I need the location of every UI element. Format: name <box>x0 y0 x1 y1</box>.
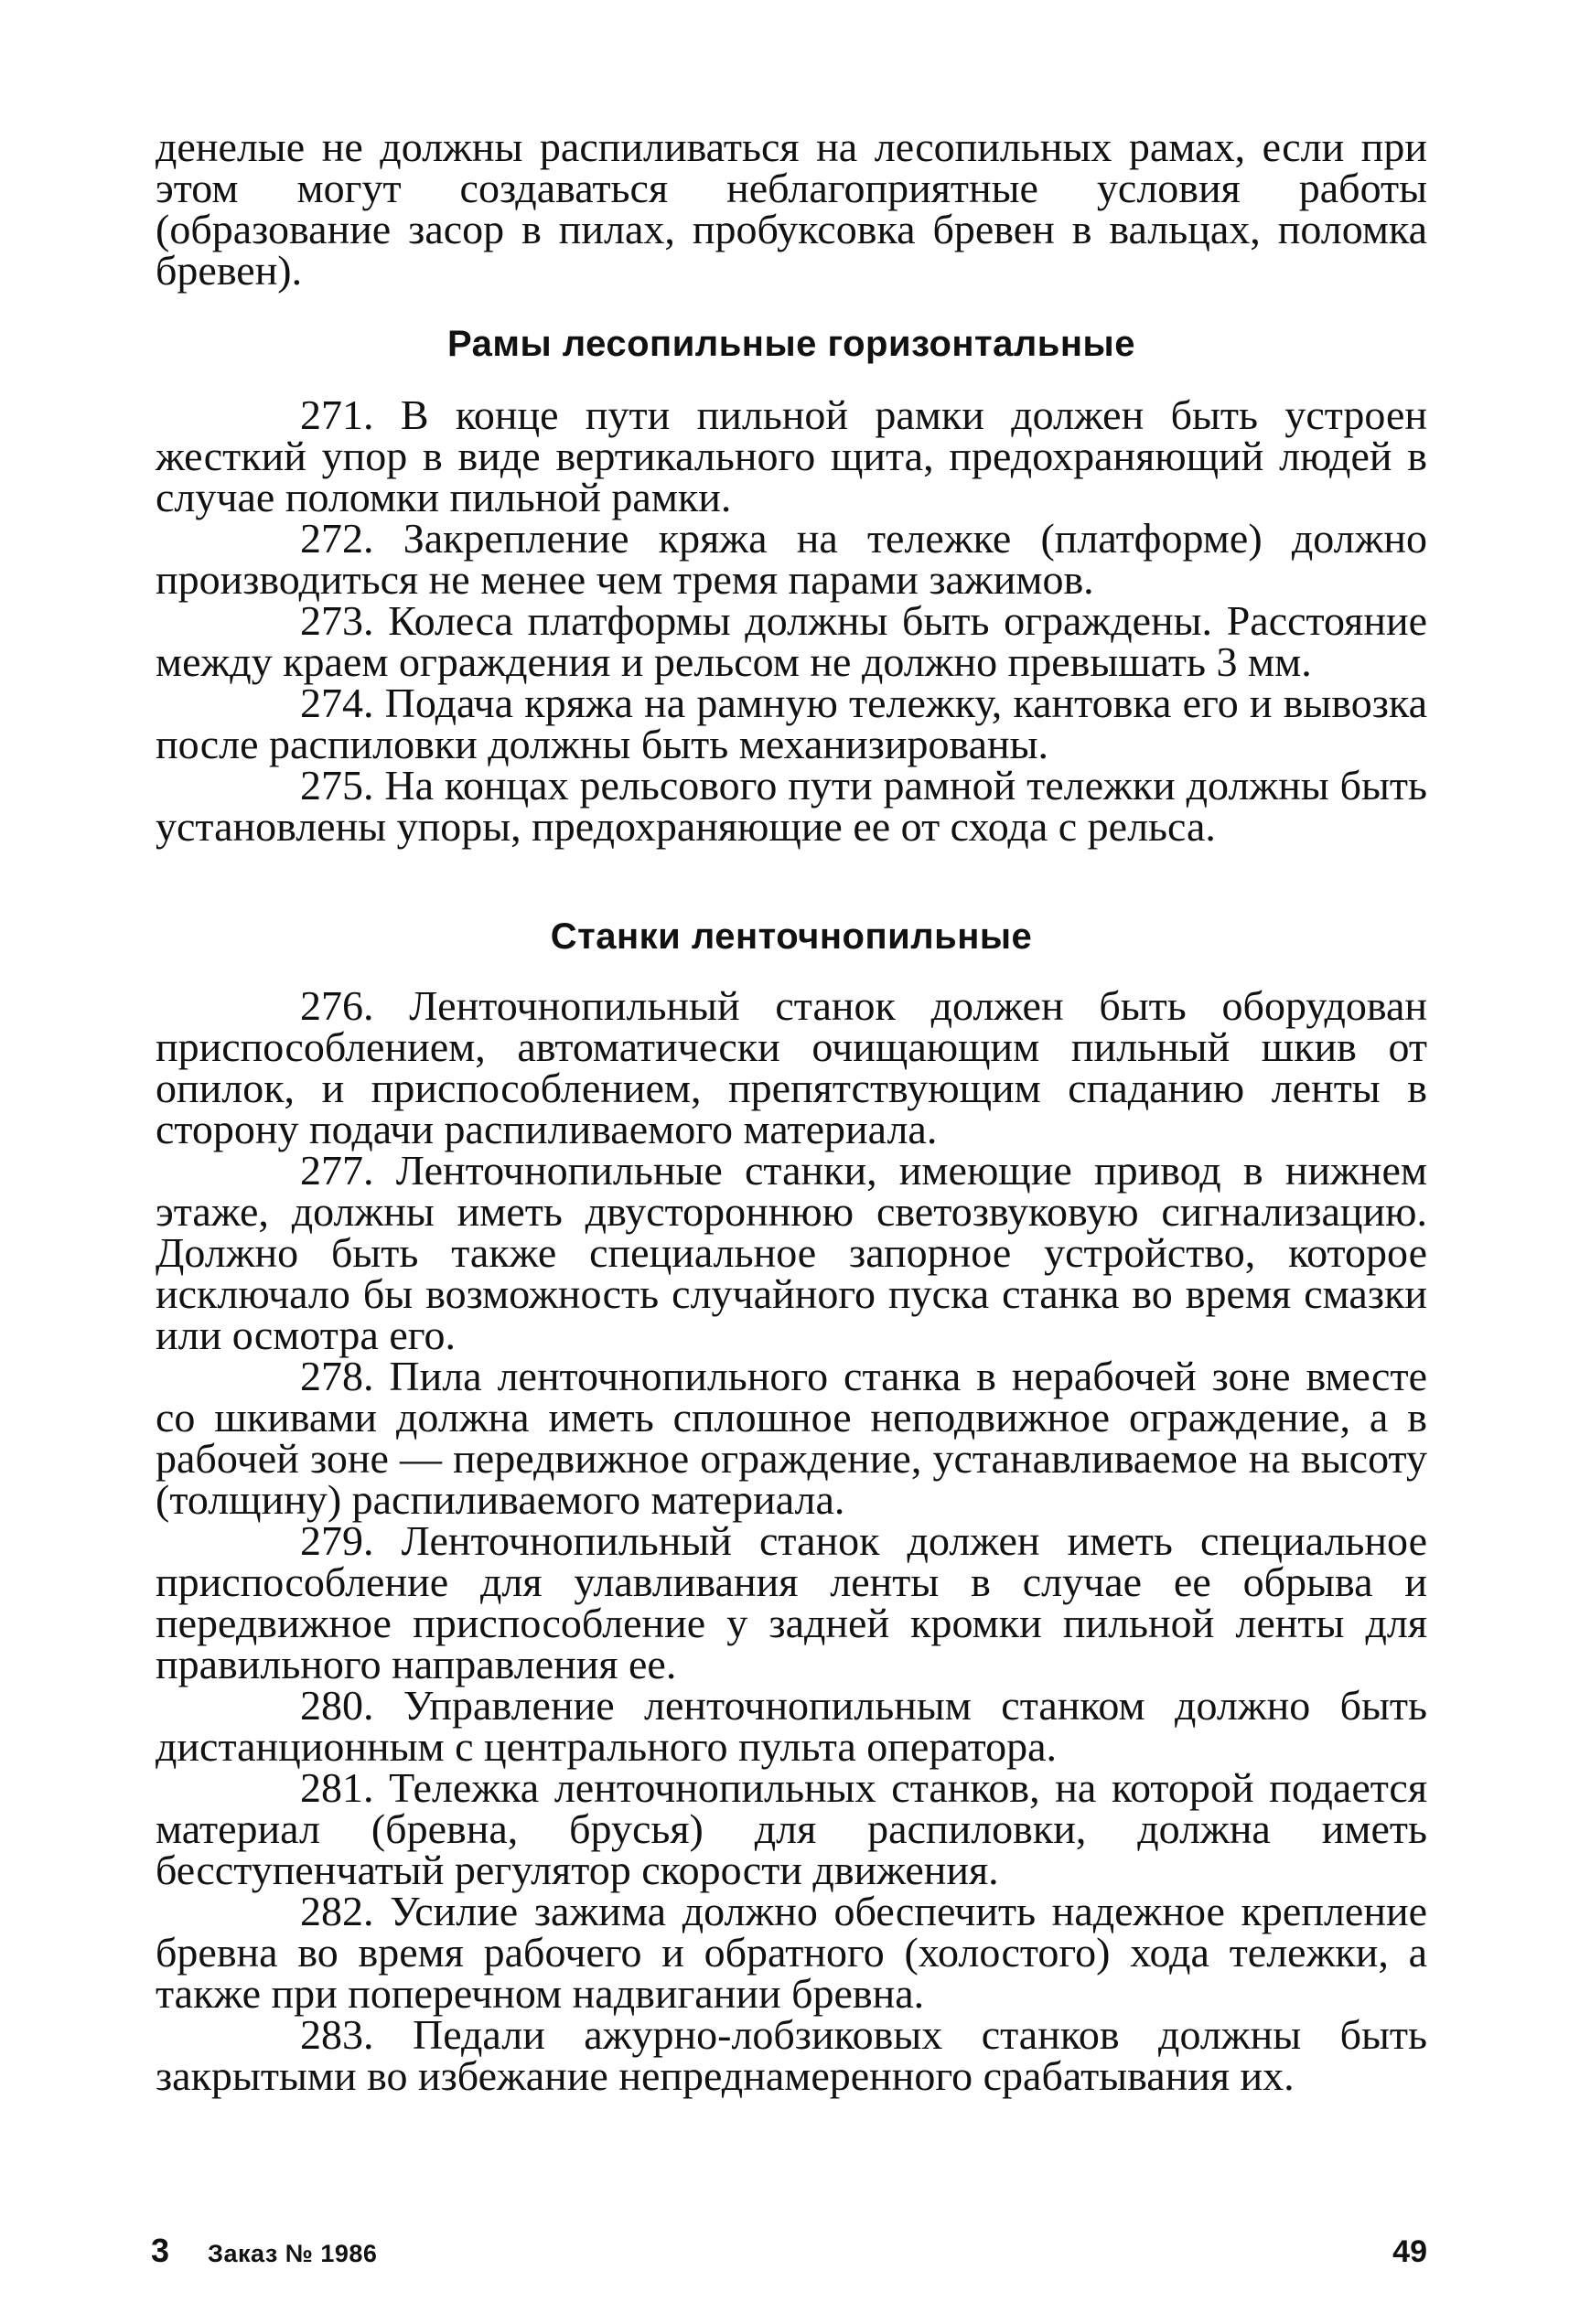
section-title: Станки ленточнопильные <box>550 916 1033 957</box>
paragraph-283: 283. Педали ажурно-лобзиковых станков должны быть закрытыми во избежание непреднамеренного срабатывания их. <box>156 2011 1427 2099</box>
paragraph-277: 277. Ленточнопильные станки, имеющие привод в нижнем этаже, должны иметь двустороннюю светозвуковую сигнализацию. Должно быть также специальное запорное устройство, которое исключало бы возможность случайного пуска станка во время смазки или осмотра его. <box>156 1147 1427 1358</box>
paragraph-275: 275. На концах рельсового пути рамной тележки должны быть установлены упоры, предохраняющие ее от схода с рельса. <box>156 762 1427 850</box>
text-column <box>156 123 1427 2099</box>
paragraph-278: 278. Пила ленточнопильного станка в нерабочей зоне вместе со шкивами должна иметь сплошное неподвижное ограждение, а в рабочей зоне — передвижное ограждение, устанавливаемое на высоту (толщину) распиливаемого материала. <box>156 1353 1427 1523</box>
paragraph-279: 279. Ленточнопильный станок должен иметь специальное приспособление для улавливания ленты в случае ее обрыва и передвижное приспособление у задней кромки пильной ленты для правильного направления ее. <box>156 1517 1427 1687</box>
section-title: Рамы лесопильные горизонтальные <box>447 324 1135 364</box>
signature-number: 3 <box>151 2232 170 2269</box>
paragraph-271: 271. В конце пути пильной рамки должен быть устроен жесткий упор в виде вертикального щита, предохраняющий людей в случае поломки пильной рамки. <box>156 391 1427 520</box>
print-order: Заказ № 1986 <box>208 2240 378 2267</box>
paragraph-276: 276. Ленточнопильный станок должен быть оборудован приспособлением, автоматически очищающим пильный шкив от опилок, и приспособлением, препятствующим спаданию ленты в сторону подачи распиливаемого материала. <box>156 982 1427 1152</box>
page-footer <box>151 2232 1427 2270</box>
paragraph-273: 273. Колеса платформы должны быть ограждены. Расстояние между краем ограждения и рельсом не должно превышать 3 мм. <box>156 597 1427 685</box>
paragraph-280: 280. Управление ленточнопильным станком должно быть дистанционным с центрального пульта оператора. <box>156 1682 1427 1770</box>
paragraph-272: 272. Закрепление кряжа на тележке (платформе) должно производиться не менее чем тремя парами зажимов. <box>156 515 1427 603</box>
paragraph-281: 281. Тележка ленточнопильных станков, на которой подается материал (бревна, брусья) для распиловки, должна иметь бесступенчатый регулятор скорости движения. <box>156 1764 1427 1893</box>
paragraph-274: 274. Подача кряжа на рамную тележку, кантовка его и вывозка после распиловки должны быть механизированы. <box>156 680 1427 767</box>
paragraph-282: 282. Усилие зажима должно обеспечить надежное крепление бревна во время рабочего и обратного (холостого) хода тележки, а также при поперечном надвигании бревна. <box>156 1888 1427 2017</box>
page-number: 49 <box>1392 2234 1427 2269</box>
intro-paragraph: денелые не должны распиливаться на лесопильных рамах, если при этом могут создаваться неблагоприятные условия работы (образование засор в пилах, пробуксовка бревен в вальцах, поломка бревен). <box>156 123 1427 294</box>
